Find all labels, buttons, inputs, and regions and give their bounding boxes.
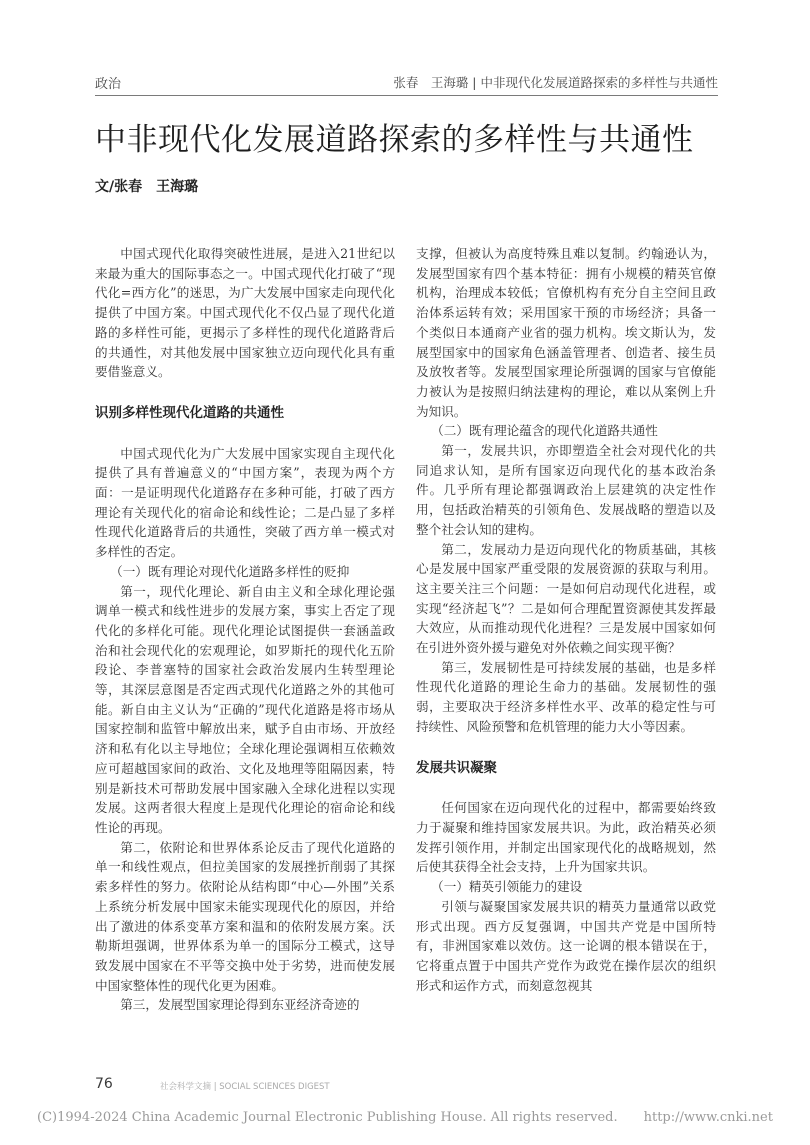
subsection-heading: （一）既有理论对现代化道路多样性的贬抑 [110, 563, 350, 579]
journal-name: 社会科学文摘 | SOCIAL SCIENCES DIGEST [160, 1082, 330, 1092]
body-paragraph: 引领与凝聚国家发展共识的精英力量通常以政党形式出现。西方反复强调，中国共产党是中国所特有，非洲国家难以效仿。这一论调的根本错误在于，它将重点置于中国共产党作为政党在操作层次的组织形式和运作方式，而刻意忽视其 [416, 898, 716, 993]
body-paragraph: 第一，发展共识，亦即塑造全社会对现代化的共同追求认知，是所有国家迈向现代化的基本政治条件。几乎所有理论都强调政治上层建筑的决定性作用，包括政治精英的引领角色、发展战略的塑造以及整个社会认知的建构。 [416, 443, 716, 537]
body-paragraph: 中国式现代化为广大发展中国家实现自主现代化提供了具有普遍意义的“中国方案”，表现为两个方面：一是证明现代化道路存在多种可能，打破了西方理论有关现代化的宿命论和线性论；二是凸显了多样性现代化道路背后的共通性，突破了西方单一模式对多样性的否定。 [95, 445, 395, 560]
body-paragraph: 中国式现代化取得突破性进展，是进入21世纪以来最为重大的国际事态之一。中国式现代化打破了“现代化=西方化”的迷思，为广大发展中国家走向现代化提供了中国方案。中国式现代化不仅凸显了现代化道路的多样性可能，更揭示了多样性的现代化道路背后的共通性，对其他发展中国家独立迈向现代化具有重要借鉴意义。 [95, 246, 395, 380]
subsection-heading: （二）既有理论蕴含的现代化道路共通性 [431, 423, 658, 439]
body-paragraph: 第三，发展韧性是可持续发展的基础，也是多样性现代化道路的理论生命力的基础。发展韧性的强弱，主要取决于经济多样性水平、改革的稳定性与可持续性、风险预警和危机管理的能力大小等因素。 [416, 659, 716, 734]
body-paragraph: 第一，现代化理论、新自由主义和全球化理论强调单一模式和线性进步的发展方案，事实上否定了现代化的多样化可能。现代化理论试图提供一套涵盖政治和社会现代化的宏观理论，如罗斯托的现代化五阶段论、李普塞特的国家社会政治发展内生转型理论等，其深层意图是否定西式现代化道路之外的其他可能。新自由主义认为“正确的”现代化道路是将市场从国家控制和监管中解放出来，赋予自由市场、开放经济和私有化以主导地位；全球化理论强调相互依赖效应可超越国家间的政治、文化及地理等阻隔因素，特别是新技术可帮助发展中国家融入全球化进程以实现发展。这两者很大程度上是现代化理论的宿命论和线性论的再现。 [95, 583, 395, 835]
body-paragraph: 第二，发展动力是迈向现代化的物质基础，其核心是发展中国家严重受限的发展资源的获取与利用。这主要关注三个问题：一是如何启动现代化进程，或实现“经济起飞”？二是如何合理配置资源使其发挥最大效应，从而推动现代化进程？三是发展中国家如何在引进外资外援与避免对外依赖之间实现平衡？ [416, 541, 716, 656]
body-paragraph: 支撑，但被认为高度特殊且难以复制。约翰逊认为，发展型国家有四个基本特征：拥有小规模的精英官僚机构，治理成本较低；官僚机构有充分自主空间且政治体系运转有效；采用国家干预的市场经济；具备一个类似日本通商产业省的强力机构。埃文斯认为，发展型国家中的国家角色涵盖管理者、创造者、接生员及放牧者等。发展型国家理论所强调的国家与官僚能力被认为是按照归纳法建构的理论，难以从案例上升为知识。 [416, 246, 716, 419]
article-title: 中非现代化发展道路探索的多样性与共通性 [95, 122, 694, 158]
body-paragraph: 第三，发展型国家理论得到东亚经济奇迹的 [120, 997, 360, 1013]
header-running-title: 张春 王海璐 | 中非现代化发展道路探索的多样性与共通性 [393, 75, 718, 90]
subsection-heading: （一）精英引领能力的建设 [431, 879, 583, 895]
body-paragraph: 第二，依附论和世界体系论反击了现代化道路的单一和线性观点，但拉美国家的发展挫折削弱了其探索多样性的努力。依附论从结构即“中心—外围”关系上系统分析发展中国家未能实现现代化的原因，并给出了激进的体系变革方案和温和的依附发展方案。沃勒斯坦强调，世界体系为单一的国际分工模式，这导致发展中国家在不平等交换中处于劣势，进而使发展中国家整体性的现代化更为困难。 [95, 839, 395, 993]
right-column [416, 244, 716, 995]
section-heading: 识别多样性现代化道路的共通性 [95, 404, 284, 421]
copyright-notice: (C)1994-2024 China Academic Journal Electronic Publishing House. All rights reserved. http://www.cnki.net [37, 1110, 773, 1125]
page-number: 76 [95, 1076, 113, 1092]
section-heading: 发展共识凝聚 [416, 759, 497, 776]
body-paragraph: 任何国家在迈向现代化的过程中，都需要始终致力于凝聚和维持国家发展共识。为此，政治精英必须发挥引领作用，并制定出国家现代化的战略规划，然后使其获得全社会支持，上升为国家共识。 [416, 800, 716, 875]
header-divider [95, 95, 718, 96]
article-byline: 文/张春 王海璐 [95, 179, 199, 195]
left-column [95, 244, 395, 1015]
header-section-label: 政治 [95, 77, 122, 92]
